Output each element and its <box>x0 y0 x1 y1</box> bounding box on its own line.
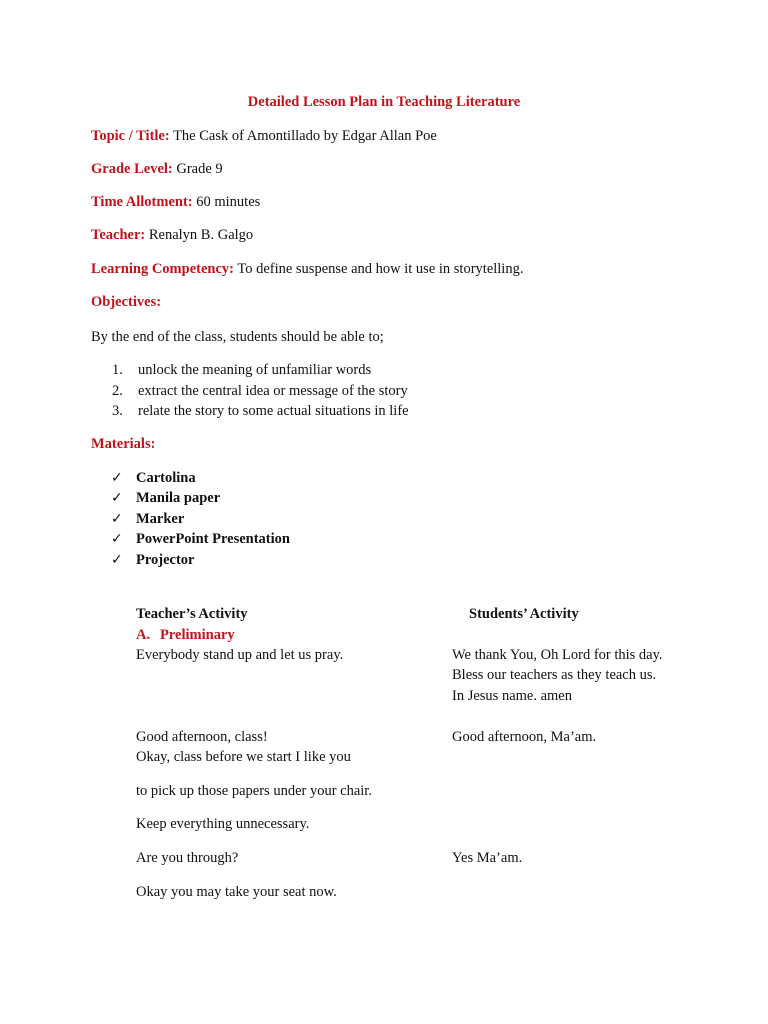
student-line-item: We thank You, Oh Lord for this day. <box>452 647 663 663</box>
material-item <box>111 530 290 548</box>
material-item <box>111 489 220 507</box>
objective-item <box>112 382 408 400</box>
teacher-line-item: Everybody stand up and let us pray. <box>136 647 344 663</box>
section-title: Preliminary <box>160 627 235 643</box>
objectives-heading: Objectives: <box>91 294 162 310</box>
topic-line <box>91 127 437 145</box>
teacher-activity-header: Teacher’s Activity <box>136 606 248 622</box>
objective-number: 2. <box>112 383 123 399</box>
topic-label: Topic / Title: <box>91 128 170 144</box>
competency-line <box>91 260 523 278</box>
document-title: Detailed Lesson Plan in Teaching Literature <box>247 94 521 110</box>
students-activity-header: Students’ Activity <box>469 606 579 622</box>
student-line-item: Good afternoon, Ma’am. <box>452 729 597 745</box>
material-text: Projector <box>136 552 195 568</box>
student-line-item: In Jesus name. amen <box>452 688 572 704</box>
time-line <box>91 193 260 211</box>
objective-number: 3. <box>112 403 123 419</box>
material-item <box>111 469 196 487</box>
teacher-line-item: Okay, class before we start I like you <box>136 749 351 765</box>
objectives-intro: By the end of the class, students should be able to; <box>91 329 384 345</box>
materials-heading: Materials: <box>91 436 156 452</box>
teacher-line-item: Keep everything unnecessary. <box>136 816 310 832</box>
teacher-line-item: to pick up those papers under your chair. <box>136 783 372 799</box>
checkmark-icon: ✓ <box>111 531 123 547</box>
objective-item <box>112 402 409 420</box>
competency-value: To define suspense and how it use in storytelling. <box>237 261 524 277</box>
teacher-line <box>91 226 253 244</box>
grade-value: Grade 9 <box>176 161 223 177</box>
teacher-line-item: Okay you may take your seat now. <box>136 884 337 900</box>
material-item <box>111 510 184 528</box>
grade-label: Grade Level: <box>91 161 173 177</box>
teacher-label: Teacher: <box>91 227 146 243</box>
grade-line <box>91 160 223 178</box>
objective-text: unlock the meaning of unfamiliar words <box>138 362 372 378</box>
checkmark-icon: ✓ <box>111 470 123 486</box>
time-value: 60 minutes <box>196 194 261 210</box>
time-label: Time Allotment: <box>91 194 193 210</box>
material-text: PowerPoint Presentation <box>136 531 290 547</box>
student-line-item: Bless our teachers as they teach us. <box>452 667 657 683</box>
student-line-item: Yes Ma’am. <box>452 850 523 866</box>
checkmark-icon: ✓ <box>111 490 123 506</box>
material-text: Marker <box>136 511 185 527</box>
material-item <box>111 551 195 569</box>
material-text: Cartolina <box>136 470 196 486</box>
section-letter: A. <box>136 627 151 643</box>
objective-number: 1. <box>112 362 123 378</box>
teacher-line-item: Are you through? <box>136 850 239 866</box>
material-text: Manila paper <box>136 490 221 506</box>
objective-item <box>112 361 371 379</box>
objective-text: extract the central idea or message of the story <box>138 383 408 399</box>
checkmark-icon: ✓ <box>111 552 123 568</box>
section-heading <box>136 626 235 644</box>
competency-label: Learning Competency: <box>91 261 234 277</box>
teacher-value: Renalyn B. Galgo <box>148 227 254 243</box>
objective-text: relate the story to some actual situations in life <box>138 403 409 419</box>
topic-value: The Cask of Amontillado by Edgar Allan Poe <box>173 128 437 144</box>
checkmark-icon: ✓ <box>111 511 123 527</box>
teacher-line-item: Good afternoon, class! <box>136 729 268 745</box>
